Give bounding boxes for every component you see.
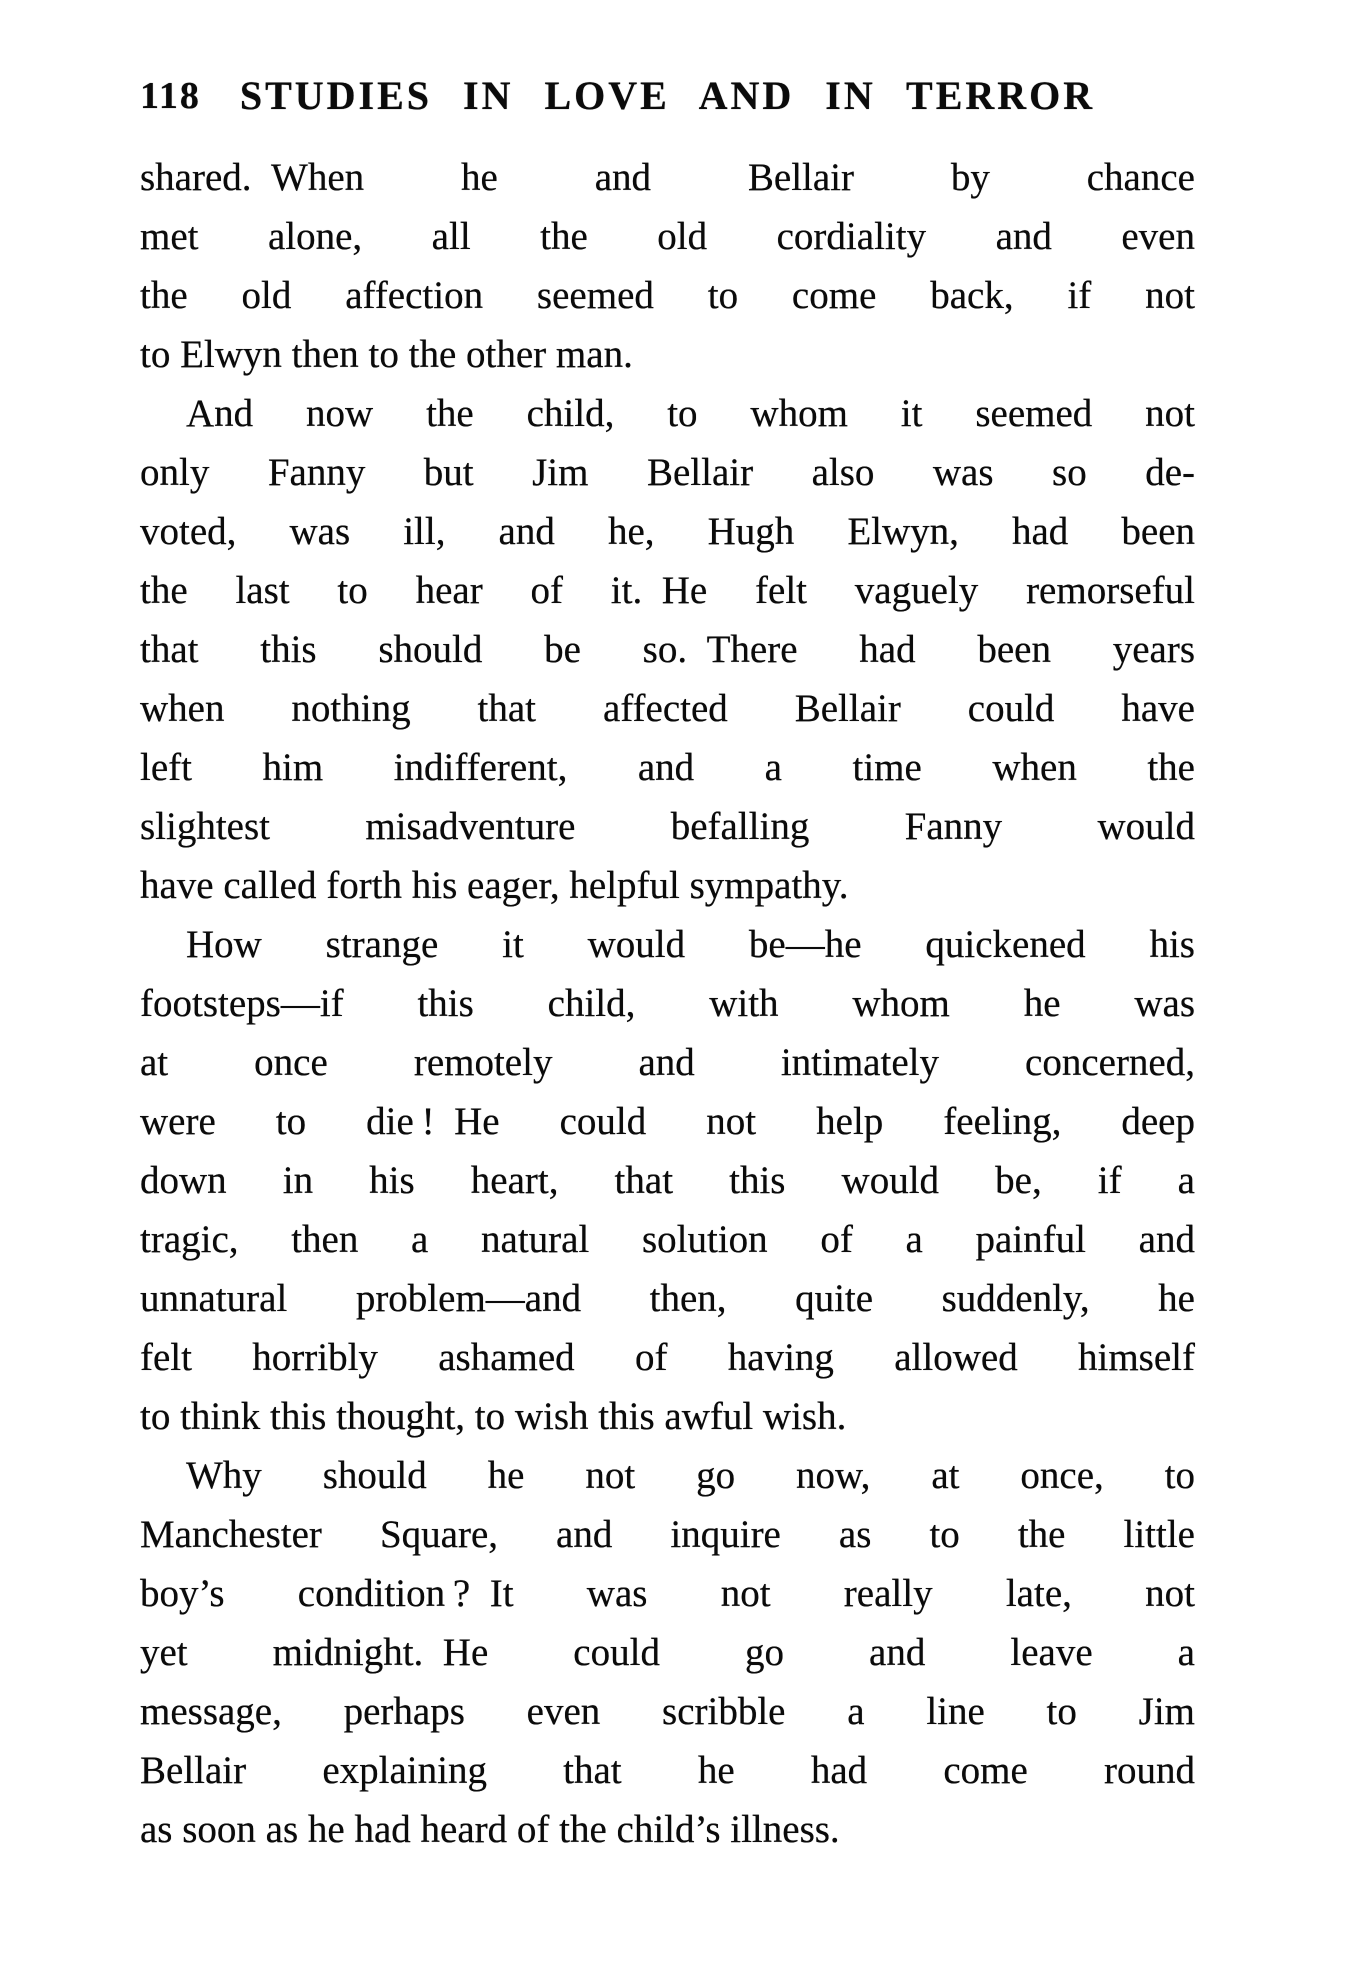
running-title: STUDIES IN LOVE AND IN TERROR <box>239 73 1096 118</box>
text-line: shared. When he and Bellair by chance <box>140 156 1195 199</box>
text-line: And now the child, to whom it seemed not <box>186 392 1195 435</box>
text-line: at once remotely and intimately concerned, <box>140 1041 1195 1084</box>
text-line: met alone, all the old cordiality and even <box>140 215 1195 258</box>
text-line: that this should be so. There had been years <box>140 628 1195 671</box>
text-line: voted, was ill, and he, Hugh Elwyn, had been <box>140 510 1195 553</box>
text-line: footsteps—if this child, with whom he was <box>140 982 1195 1025</box>
running-head <box>140 72 1195 122</box>
page-number: 118 <box>140 75 201 117</box>
text-line: yet midnight. He could go and leave a <box>140 1631 1195 1674</box>
text-line: to think this thought, to wish this awful wish. <box>140 1395 847 1438</box>
text-line: unnatural problem—and then, quite suddenly, he <box>140 1277 1195 1320</box>
text-line: slightest misadventure befalling Fanny would <box>140 805 1195 848</box>
text-line: Manchester Square, and inquire as to the little <box>140 1513 1195 1556</box>
text-line: have called forth his eager, helpful sympathy. <box>140 864 849 907</box>
text-line: the last to hear of it. He felt vaguely remorseful <box>140 569 1195 612</box>
text-line: felt horribly ashamed of having allowed himself <box>140 1336 1195 1379</box>
text-line: when nothing that affected Bellair could have <box>140 687 1195 730</box>
text-line: How strange it would be—he quickened his <box>186 923 1195 966</box>
text-line: the old affection seemed to come back, if not <box>140 274 1195 317</box>
text-line: down in his heart, that this would be, if a <box>140 1159 1195 1202</box>
text-line: were to die ! He could not help feeling, deep <box>140 1100 1195 1143</box>
text-line: boy’s condition ? It was not really late, not <box>140 1572 1195 1615</box>
text-line: as soon as he had heard of the child’s illness. <box>140 1808 840 1851</box>
text-line: only Fanny but Jim Bellair also was so de- <box>140 451 1195 494</box>
text-line: Why should he not go now, at once, to <box>186 1454 1195 1497</box>
text-line: Bellair explaining that he had come round <box>140 1749 1195 1792</box>
text-line: left him indifferent, and a time when the <box>140 746 1195 789</box>
text-line: message, perhaps even scribble a line to Jim <box>140 1690 1195 1733</box>
text-block <box>140 148 1195 1859</box>
text-line: to Elwyn then to the other man. <box>140 333 633 376</box>
text-line: tragic, then a natural solution of a painful and <box>140 1218 1195 1261</box>
